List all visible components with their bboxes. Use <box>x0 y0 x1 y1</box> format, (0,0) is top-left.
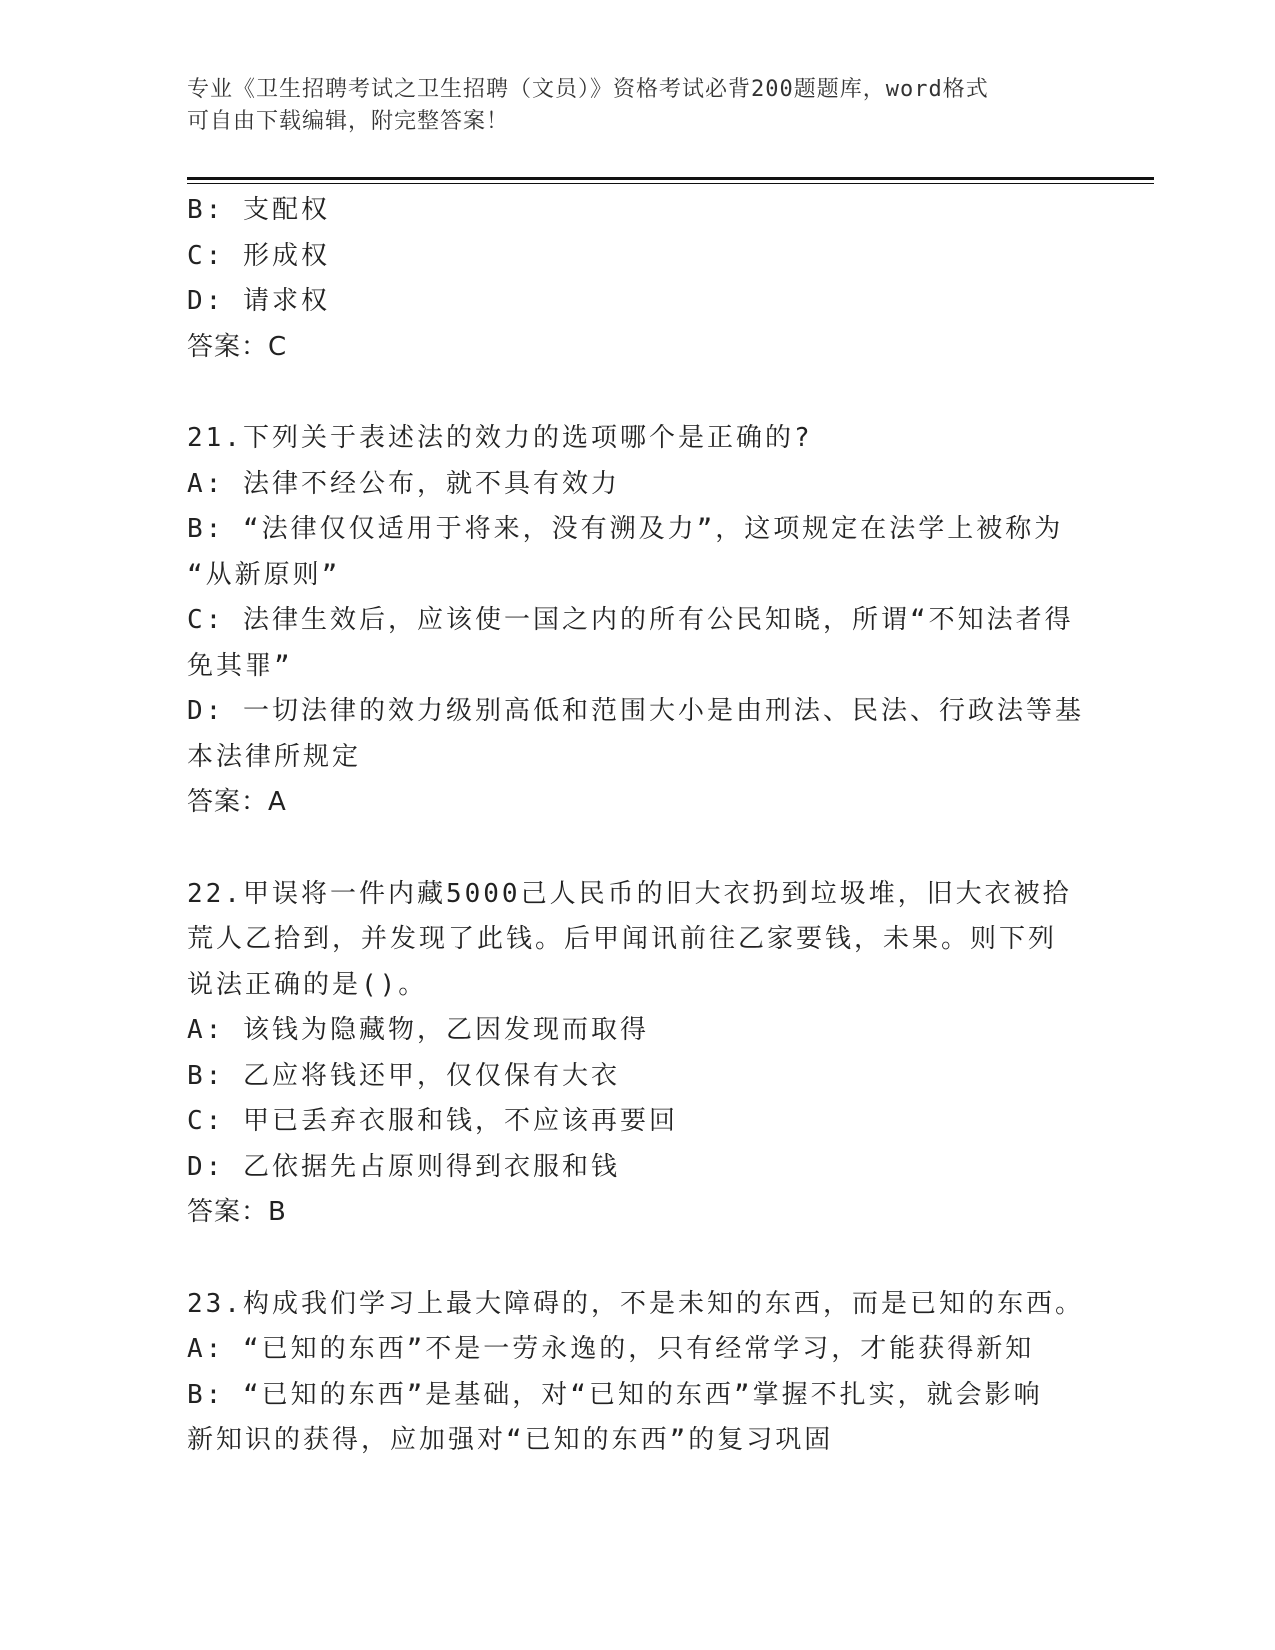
option-c: C: 形成权 <box>187 240 330 271</box>
question-stem: 22.甲误将一件内藏5000己人民币的旧大衣扔到垃圾堆，旧大衣被拾 <box>187 878 1072 909</box>
option-d: D: 请求权 <box>187 286 330 316</box>
header-line-2: 可自由下载编辑，附完整答案！ <box>187 109 510 134</box>
question-stem: 21.下列关于表述法的效力的选项哪个是正确的? <box>187 423 813 453</box>
previous-question-tail <box>187 188 1087 370</box>
option-d-continued: 本法律所规定 <box>187 741 362 772</box>
option-c: C: 甲已丢弃衣服和钱，不应该再要回 <box>187 1106 678 1136</box>
option-c: C: 法律生效后，应该使一国之内的所有公民知晓，所谓“不知法者得 <box>187 605 1074 635</box>
option-b-continued: 新知识的获得，应加强对“已知的东西”的复习巩固 <box>187 1425 834 1455</box>
option-c-continued: 免其罪” <box>187 650 293 681</box>
option-b: B: “法律仅仅适用于将来，没有溯及力”，这项规定在法学上被称为 <box>187 514 1064 544</box>
answer-line: 答案：A <box>187 787 287 817</box>
option-b: B: 乙应将钱还甲，仅仅保有大衣 <box>187 1060 620 1091</box>
header-divider-thin <box>187 183 1154 184</box>
header-divider-thick <box>187 177 1154 180</box>
question-content <box>187 188 1087 1464</box>
option-a: A: 该钱为隐藏物，乙因发现而取得 <box>187 1015 649 1045</box>
option-a: A: “已知的东西”不是一劳永逸的，只有经常学习，才能获得新知 <box>187 1334 1035 1364</box>
option-b-continued: “从新原则” <box>187 559 341 590</box>
question-21 <box>187 416 1087 826</box>
option-d: D: 乙依据先占原则得到衣服和钱 <box>187 1151 620 1182</box>
option-b: B: “已知的东西”是基础，对“已知的东西”掌握不扎实，就会影响 <box>187 1379 1043 1410</box>
answer-line: 答案：B <box>187 1197 287 1227</box>
question-23 <box>187 1282 1087 1464</box>
question-stem-continued: 说法正确的是()。 <box>187 969 428 1000</box>
question-22 <box>187 872 1087 1236</box>
document-header <box>187 74 1067 138</box>
answer-line: 答案：C <box>187 331 288 362</box>
question-stem-continued: 荒人乙拾到，并发现了此钱。后甲闻讯前往乙家要钱，未果。则下列 <box>187 924 1058 954</box>
option-d: D: 一切法律的效力级别高低和范围大小是由刑法、民法、行政法等基 <box>187 696 1084 726</box>
header-line-1: 专业《卫生招聘考试之卫生招聘（文员）》资格考试必背200题题库，word格式 <box>187 77 989 102</box>
option-b: B: 支配权 <box>187 195 330 225</box>
question-stem: 23.构成我们学习上最大障碍的，不是未知的东西，而是已知的东西。 <box>187 1288 1084 1319</box>
option-a: A: 法律不经公布，就不具有效力 <box>187 468 620 499</box>
